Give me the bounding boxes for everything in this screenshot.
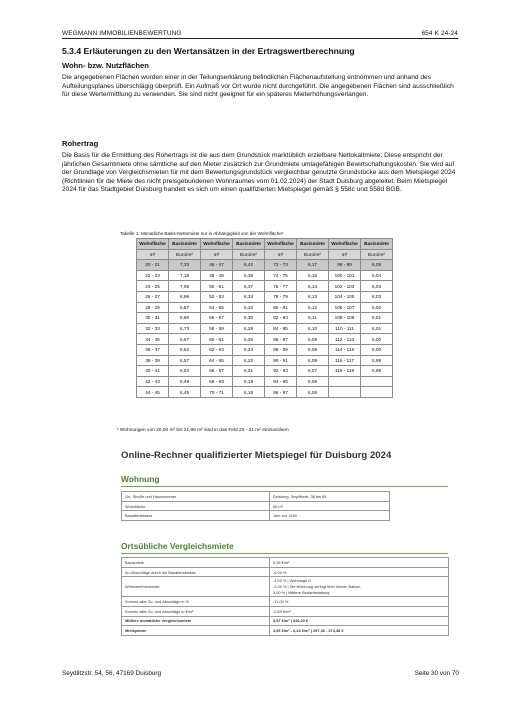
rent-table-cell: 6,05 [361,260,393,271]
rent-table-cell: 6,87 [169,302,201,313]
table-row [137,334,393,345]
calculator-title: Online-Rechner qualifizierter Mietspiegel für Duisburg 2024 [121,450,392,461]
rent-table-cell: 48 - 49 [201,270,233,281]
rent-table-cell: 116 - 117 [329,355,361,366]
rent-table-cell: 6,13 [297,291,329,302]
rent-table-cell: 6,96 [169,291,201,302]
rent-table-cell: 6,01 [361,323,393,334]
rent-table-cell: 44 - 45 [137,387,169,398]
table-row [122,616,449,626]
table-row [137,344,393,355]
section-title: 5.3.4 Erläuterungen zu den Wertansätzen in der Ertragswertberechnung [62,46,355,56]
row-label: Ort, Straße und Hausnummer [122,492,270,502]
rent-table-cell: 30 - 31 [137,313,169,324]
rent-table-cell: 28 - 29 [137,302,169,313]
rent-table-cell: 6,08 [297,344,329,355]
rent-table-cell: 74 - 75 [265,270,297,281]
rent-table-cell: 86 - 87 [265,334,297,345]
rent-table-cell: 5,99 [361,366,393,377]
rent-table-header-cell: Basismiete [233,239,265,250]
rent-table-cell: 6,00 [361,334,393,345]
table-row [122,606,449,616]
rent-table-cell: 96 - 97 [265,387,297,398]
rent-table-cell: 6,09 [297,334,329,345]
rent-table-cell: 26 - 27 [137,291,169,302]
row-value: Duisburg, Seydlitzstr. 36 bis 54 [270,492,390,502]
rent-table-cell: 6,39 [233,270,265,281]
table-row [122,511,390,521]
row-value: 4,96 €/m² - 6,24 €/m² | 297,46 - 374,38 € [270,626,449,636]
rent-table-cell: 6,62 [169,344,201,355]
rent-table-unit-cell: Euro/m² [233,249,265,260]
rent-table-cell: 6,37 [233,281,265,292]
rent-table-unit-cell: Euro/m² [297,249,329,260]
rent-table-cell: 6,26 [233,334,265,345]
row-label: Baualtersklasse [122,511,270,521]
wohnung-divider [121,486,448,487]
table-row [137,260,393,271]
rent-table-cell: 106 - 107 [329,302,361,313]
rent-table-cell: 6,30 [233,313,265,324]
rent-table-cell: 92 - 93 [265,366,297,377]
rent-table-cell: 94 - 95 [265,376,297,387]
rent-table [136,238,393,398]
table-row [137,366,393,377]
rent-table-unit-cell: Euro/m² [169,249,201,260]
rent-table-cell: 38 - 39 [137,355,169,366]
rent-table-cell: 6,05 [297,387,329,398]
rent-table-cell: 6,01 [361,313,393,324]
rent-table-caption: Tabelle 1: Monatliche Basis-Nettomiete nur in Abhängigkeit von der Wohnfläche¹ [120,231,284,236]
paragraph-rohertrag: Die Basis für die Ermittlung des Rohertrags ist die aus dem Grundstück marktüblich erzielbare Nettokaltmiete. Diese entspricht der jährlichen Gesamtmiete ohne sämtliche auf den Mieter zusätzlich zur Grundmiete umlagefähigen Bewirtschaftungskosten. Sie wird auf der Grundlage von Vergleichsmieten für mit dem Bewertungsgrundstück vergleichbar genutzte Grundstücke aus dem Mietspiegel 2024 (Richtlinien für die Miete des nicht preisgebundenen Wohnraumes vom 01.02.2024) der Stadt Duisburg abgeleitet. Beim Mietspiegel 2024 für das Stadtgebiet Duisburg handelt es sich um einen qualifizierten Mietspiegel gemäß § 558c und 558d BGB. [62,152,456,194]
rent-table-cell: 32 - 33 [137,323,169,334]
rent-table-cell: 88 - 89 [265,344,297,355]
rent-table-cell [361,387,393,398]
rent-table-cell: 6,67 [169,334,201,345]
row-label: Mittlere monatliche Vergleichsmiete [122,616,270,626]
rent-table-cell: 102 - 103 [329,281,361,292]
rent-table-unit-cell: m² [265,249,297,260]
table-row [122,492,390,502]
page-footer [62,670,459,677]
rent-table-footnote: ¹ Wohnungen von 20,00 m² bis 21,99 m² sind in das Feld 20 - 21 m² einzuordnen [117,428,289,433]
rent-table-cell: 6,03 [361,291,393,302]
rent-table-cell: 6,15 [297,270,329,281]
table-row [122,558,449,568]
rent-table-cell: 6,49 [169,376,201,387]
rent-table-cell: 82 - 83 [265,313,297,324]
table-row [137,376,393,387]
rent-table-cell: 6,08 [297,355,329,366]
header-reference: 654 K 24-24 [421,30,458,37]
table-row [122,577,449,597]
rent-table-cell: 56 - 57 [201,313,233,324]
row-value: -0,69 €/m² [270,606,449,616]
rent-table-cell: 7,18 [169,270,201,281]
rent-table-cell: 6,02 [361,302,393,313]
rent-table-cell: 104 - 105 [329,291,361,302]
rent-table-cell: 7,06 [169,281,201,292]
rent-table-unit-cell: m² [329,249,361,260]
rent-table-header-cell: Wohnfläche [265,239,297,250]
table-row [122,501,390,511]
rent-table-cell: 84 - 85 [265,323,297,334]
table-row [137,270,393,281]
rent-table-cell: 52 - 53 [201,291,233,302]
rent-table-cell: 6,45 [169,387,201,398]
rent-table-cell: 6,73 [169,323,201,334]
rent-table-cell: 7,33 [169,260,201,271]
table-row [137,291,393,302]
subsection-title-wohnflaechen: Wohn- bzw. Nutzflächen [62,61,149,70]
rent-table-cell: 42 - 43 [137,376,169,387]
header-company: WEGMANN IMMOBILIENBEWERTUNG [62,30,182,37]
vergleichsmiete-heading: Ortsübliche Vergleichsmiete [121,541,234,551]
rent-table-cell: 50 - 51 [201,281,233,292]
rent-table-cell [329,376,361,387]
row-label: Mietspanne [122,626,270,636]
rent-table-cell: 6,18 [233,387,265,398]
rent-table-unit-cell: m² [201,249,233,260]
vergleichsmiete-divider [121,553,448,554]
row-value: 60 m² [270,501,390,511]
rent-table-cell: 6,06 [297,376,329,387]
row-label: Summe aller Zu- und Abschläge in €/m² [122,606,270,616]
table-row [122,567,449,577]
rent-table-cell: 66 - 67 [201,366,233,377]
rent-table-header-cell: Wohnfläche [201,239,233,250]
rent-table-header-cell: Basismiete [169,239,201,250]
rent-table-cell: 6,22 [233,355,265,366]
rent-table-cell: 6,21 [233,366,265,377]
vergleichsmiete-table [121,557,449,636]
page-header [62,30,458,39]
rent-table-cell: 64 - 65 [201,355,233,366]
rent-table-cell: 54 - 55 [201,302,233,313]
wohnung-table [121,491,390,521]
table-row [137,281,393,292]
rent-table-cell: 24 - 25 [137,281,169,292]
rent-table-unit-cell: Euro/m² [361,249,393,260]
rent-table-header-cell: Basismiete [297,239,329,250]
rent-table-cell: 6,12 [297,302,329,313]
rent-table-cell: 6,19 [233,376,265,387]
rent-table-cell: 6,57 [169,355,201,366]
rent-table-header-cell: Wohnfläche [137,239,169,250]
footer-address: Seydlitzstr. 54, 56, 47169 Duisburg [62,670,162,677]
rent-table-cell: 6,32 [233,302,265,313]
subsection-title-rohertrag: Rohertrag [62,139,99,148]
rent-table-cell: 100 - 101 [329,270,361,281]
rent-table-cell: 58 - 59 [201,323,233,334]
rent-table-cell: 60 - 61 [201,334,233,345]
rent-table-cell [361,376,393,387]
rent-table-cell: 20 - 21 [137,260,169,271]
rent-table-cell: 6,17 [297,260,329,271]
rent-table-cell: 6,00 [361,344,393,355]
row-value: -11,00 % [270,597,449,607]
rent-table-cell: 6,04 [361,270,393,281]
row-label: Summe aller Zu- und Abschläge in % [122,597,270,607]
rent-table-cell: 98 - 99 [329,260,361,271]
row-label: Wohnwertmerkmale [122,577,270,597]
rent-table-cell: 34 - 35 [137,334,169,345]
rent-table-cell: 118 - 119 [329,366,361,377]
table-row [122,626,449,636]
rent-table-cell [329,387,361,398]
table-row [137,387,393,398]
row-value: 6,26 €/m² [270,558,449,568]
table-row [137,323,393,334]
row-label: Wohnfläche [122,501,270,511]
rent-table-cell: 22 - 23 [137,270,169,281]
rent-table-cell: 6,24 [233,344,265,355]
rent-table-cell: 108 - 109 [329,313,361,324]
rent-table-cell: 5,99 [361,355,393,366]
rent-table-cell: 110 - 111 [329,323,361,334]
rent-table-cell: 68 - 69 [201,376,233,387]
rent-table-cell: 40 - 41 [137,366,169,377]
rent-table-cell: 6,14 [297,281,329,292]
rent-table-cell: 6,34 [233,291,265,302]
rent-table-cell: 6,42 [233,260,265,271]
rent-table-cell: 6,07 [297,366,329,377]
row-value: -6,00 % [270,567,449,577]
rent-table-cell: 72 - 73 [265,260,297,271]
rent-table-cell: 6,03 [361,281,393,292]
row-value: 5,57 €/m² | 334,20 € [270,616,449,626]
rent-table-cell: 112 - 113 [329,334,361,345]
rent-table-cell: 6,28 [233,323,265,334]
rent-table-cell: 6,53 [169,366,201,377]
rent-table-cell: 114 - 115 [329,344,361,355]
rent-table-cell: 90 - 91 [265,355,297,366]
table-row [137,313,393,324]
rent-table-cell: 6,10 [297,323,329,334]
table-row [137,355,393,366]
table-row [122,597,449,607]
rent-table-cell: 6,80 [169,313,201,324]
footer-page-number: Seite 30 von 70 [414,670,459,677]
row-label: Zu-/Abschläge durch die Baualtersklasse [122,567,270,577]
paragraph-wohnflaechen: Die angegebenen Flächen wurden einer in der Teilungserklärung befindlichen Flächenaufstellung entnommen und anhand des Aufteilungsplanes überschlägig überprüft. Ein Aufmaß vor Ort wurde nicht durchgeführt. Die angegebenen Flächen sind ausschließlich für diese Wertermittlung zu verwenden. Sie sind nicht geeignet für ein späteres Mieterhöhungsverlangen. [62,74,454,99]
rent-table-cell: 76 - 77 [265,281,297,292]
table-row [137,302,393,313]
rent-table-header-cell: Basismiete [361,239,393,250]
rent-table-cell: 78 - 79 [265,291,297,302]
rent-table-cell: 80 - 81 [265,302,297,313]
rent-table-cell: 46 - 47 [201,260,233,271]
rent-table-cell: 36 - 37 [137,344,169,355]
rent-table-cell: 62 - 63 [201,344,233,355]
rent-table-cell: 70 - 71 [201,387,233,398]
row-label: Basismiete [122,558,270,568]
rent-table-unit-cell: m² [137,249,169,260]
rent-table-header-cell: Wohnfläche [329,239,361,250]
wohnung-heading: Wohnung [121,474,160,484]
row-value: Jahr vor 1949 [270,511,390,521]
rent-table-cell: 6,11 [297,313,329,324]
row-value: -3,00 % | Wohnlage D -2,00 % | Die Wohnung verfügt über keinen Balkon 0,00 % | Mittlere Bedarfsstattung [270,577,449,597]
